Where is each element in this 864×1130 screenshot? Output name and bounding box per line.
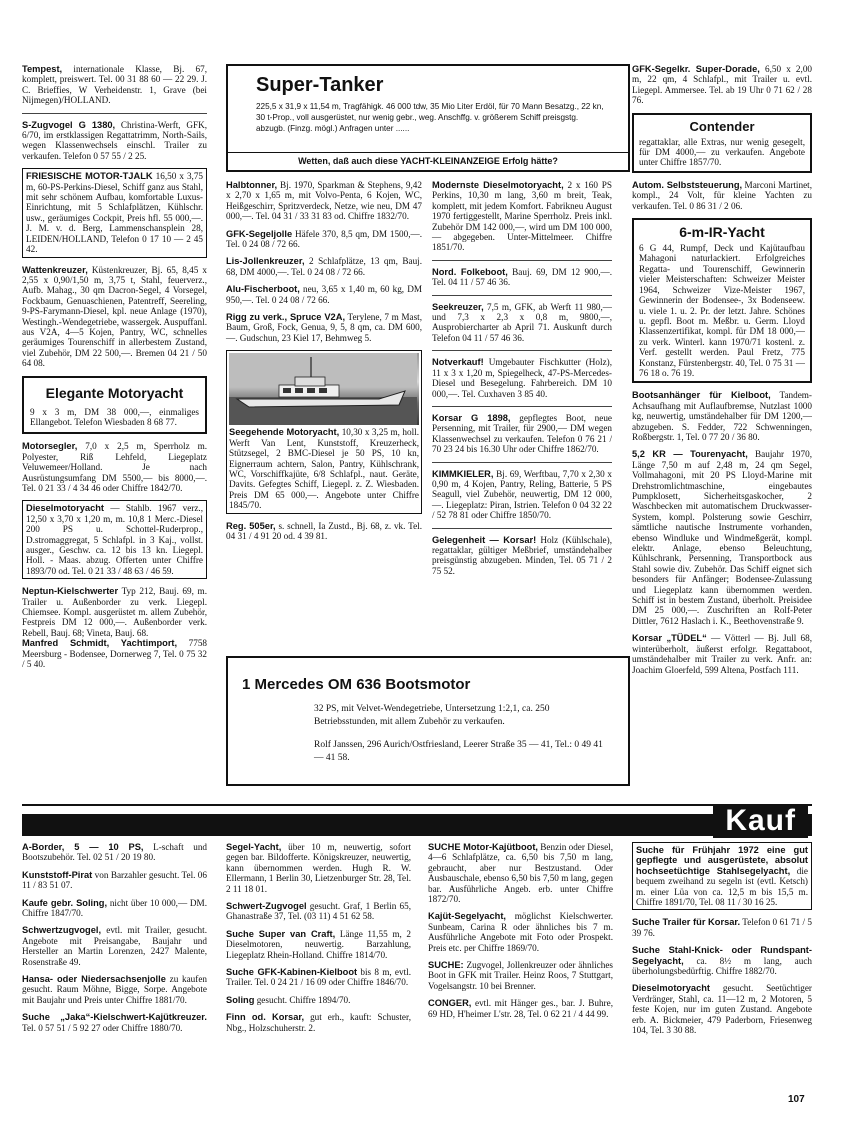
ad-rigg: Rigg zu verk., Spruce V2A, Terylene, 7 m Mast, Baum, Groß, Fock, Genua, 9, 5, 8 qm, ca. DM 600,—. Gudschun, 23 Kiel 17, Behmweg 5. — [226, 312, 422, 343]
column-4 — [632, 64, 812, 682]
ad-korsar-tuedel: Korsar „TÜDEL“ — Vötterl — Bj. Jull 68, winterüberholt, äußerst erfolgr. Regattaboot, umständehalber mit Trailer zu verk. Anfr. an: Joachim Gloerfeld, 599 Altena, Postfach 111. — [632, 633, 813, 675]
ad-schwertzugvogel: Schwertzugvogel, evtl. mit Trailer, gesucht. Angebote mit Preisangabe, Baujahr und Hersteller an Martin Lorenzen, 2427 Malente, Rosenstraße 49. — [22, 925, 208, 967]
column-1 — [22, 64, 207, 677]
ad-contender — [632, 113, 812, 173]
ad-kaufe-soling: Kaufe gebr. Soling, nicht über 10 000,— DM. Chiffre 1847/70. — [22, 897, 207, 919]
ad-title: Elegante Motoryacht — [45, 384, 184, 401]
ad-segel-yacht: Segel-Yacht, über 10 m, neuwertig, sofort gegen bar. Bildofferte. Königskreuzer, neuwertig, kann übernommen werden. Hugh R. W. Ellermann, 1 Berlin 30, Lietzenburger Str. 28, Tel. 2 11 18 01. — [226, 842, 411, 894]
kauf-bar — [22, 814, 812, 836]
kauf-banner — [22, 804, 812, 838]
ad-nord-folkeboot: Nord. Folkeboot, Bauj. 69, DM 12 900,—. Tel. 04 11 / 57 46 36. — [432, 266, 613, 288]
ad-gelegenheit-korsar: Gelegenheit — Korsar! Holz (Kühlschale), regattaklar, gültiger Meßbrief, umständehalber preisgünstig abzugeben. Minden, Tel. 05 71 / 2 75 52. — [432, 534, 612, 576]
ad-dieselmotoryacht-stahlb: Dieselmotoryacht — Stahlb. 1967 verz., 12,50 x 3,70 x 1,20 m, m. 10,8 1 Merc.-Diesel 200 PS u. Schottel-Ruderprop., D.stromaggregat, 5 Schlafpl. in 3 Kaj., vollst. ausger., Geschw. ca. 12 bis 13 kn. Liegepl. Holl. - Maas. abzug. Offerten unter Chiffre 1893/70 od. Tel. 0 21 33 / 48 63 / 46 59. — [22, 500, 207, 579]
ad-title: 6-m-IR-Yacht — [679, 224, 765, 241]
ad-schwert-zugvogel: Schwert-Zugvogel gesucht. Graf, 1 Berlin 65, Ghanastraße 37, Tel. (03 11) 4 51 62 58. — [226, 901, 411, 922]
ad-friesische-motor-tjalk: FRIESISCHE MOTOR-TJALK 16,50 x 3,75 m, 60-PS-Perkins-Diesel, Schiff ganz aus Stahl, mit sehr schönem Aufbau, komfortable Luxus-Einrichtung, mit 5 Schlafplätzen, Kühlschr. usw., geräumiges Cockpit, Preis hfl. 55 000,—. J. M. v. d. Berg, Lammenschansplein 28, LEIDEN/HOLLAND, Telefon 0 17 10 — 2 45 42. — [22, 168, 207, 257]
divider — [432, 295, 612, 296]
kauf-label: Kauf — [713, 804, 808, 838]
ad-kimmkieler: KIMMKIELER, Bj. 69, Werftbau, 7,70 x 2,30 x 0,90 m, 4 Kojen, Pantry, Reling, Batterie, 5 PS Seagull, viel Zubehör, neuwertig, DM 12 000,—. Liegeplatz: Piran, Istrien. Telefon 0 04 32 22 / 52 78 81 oder Chiffre 1850/70. — [432, 468, 613, 521]
ad-alu-fischerboot: Alu-Fischerboot, neu, 3,65 x 1,40 m, 60 kg, DM 950,—. Tel. 0 24 08 / 72 66. — [226, 284, 423, 305]
ad-korsar-g1898: Korsar G 1898, gepflegtes Boot, neue Persenning, mit Trailer, für 2900,— DM wegen Klassenwechsel zu verkaufen. Telefon 0 76 21 / 70 23 24 bis 16.30 Uhr oder Chiffre 1862/70. — [432, 412, 613, 455]
ad-bootsanhaenger: Bootsanhänger für Kielboot, Tandem-Achsaufhang mit Auflaufbremse, Nutzlast 1000 kg, neuwertig, umständehalber für DM 1200,— abzugeben. S. Fedder, 722 Schwenningen, Roßbergstr. 1, Tel. 0 77 20 / 36 80. — [632, 390, 812, 442]
ad-text: Seegehende Motoryacht, 10,30 x 3,25 m, holl. Werft Van Lent, Kunststoff, Kreuzerheck, Stützsegel, 2 BMC-Diesel je 50 PS, 10 kn, Eignerraum achtern, Salon, Pantry, Kühlschrank, WC, Vorschiffkajüte, 6/8 Schlafpl., naut. Geräte, Davits. Gefegtes Schiff, Liegepl. z. Z. Wiesbaden. Preis DM 65 000,—. Angebote unter Chiffre 1845/70. — [229, 427, 419, 511]
ad-soling: Soling gesucht. Chiffre 1894/70. — [226, 994, 351, 1005]
ad-s-zugvogel: S-Zugvogel G 1380, Christina-Werft, GFK, 6/70, im erstklassigen Regattatrimm, North-Sails, wegen Klassenwechsels einschl. Trailer zu verkaufen. Telefon 0 57 55 / 2 25. — [22, 119, 208, 161]
divider — [432, 462, 612, 463]
ad-lis-jollenkreuzer: Lis-Jollenkreuzer, 2 Schlafplätze, 13 qm, Bauj. 68, DM 4000,—. Tel. 0 24 08 / 72 66. — [226, 256, 423, 277]
ad-6m-ir-yacht — [632, 218, 812, 383]
divider — [22, 113, 207, 114]
divider — [432, 350, 612, 351]
ad-text: 9 x 3 m, DM 38 000,—, einmaliges Ellangebot. Telefon Wiesbaden 8 68 77. — [30, 406, 199, 427]
ad-title: 1 Mercedes OM 636 Bootsmotor — [242, 676, 471, 693]
ad-notverkauf: Notverkauf! Umgebauter Fischkutter (Holz), 11 x 3 x 1,20 m, Spiegelheck, 47-PS-Mercedes-Diesel und Besegelung. Fahrbereich. DM 10 000,—. Tel. Cuxhaven 3 85 40. — [432, 357, 613, 399]
ad-hansa-jolle: Hansa- oder Niedersachsenjolle zu kaufen gesucht. Raum Möhne, Bigge, Sorpe. Angebote mit Baujahr und Preis unter Chiffre 1881/70. — [22, 974, 208, 1005]
page-number: 107 — [788, 1094, 805, 1105]
ad-text: 32 PS, mit Velvet-Wendegetriebe, Untersetzung 1:2,1, ca. 250 Betriebsstunden, mit allem Zubehör zu verkaufen. — [314, 704, 550, 727]
ad-stahlsegelyacht: Suche für Frühjahr 1972 eine gut gepflegte und ausgerüstete, absolut hochseetüchtige Stahlsegelyacht, die bequem zweihand zu segeln ist (evtl. Ketsch) m. einer Lüa von ca. 12,5 m bis 15,5 m. Chiffre 1891/70, Tel. 08 11 / 30 16 25. — [632, 842, 812, 910]
divider — [432, 406, 612, 407]
ad-title: Super-Tanker — [256, 74, 384, 96]
ad-dieselmotoryacht-gesucht: Dieselmotoryacht gesucht. Seetüchtiger Verdränger, Stahl, ca. 11—12 m, 2 Motoren, 5 feste Kojen, nur im guten Zustand. Angebote erb. A. Bickmeier, 479 Paderborn, Friesenweg 104, Tel. 3 30 88. — [632, 983, 812, 1036]
ad-jaka: Suche „Jaka“-Kielschwert-Kajütkreuzer. Tel. 0 57 51 / 5 92 27 oder Chiffre 1880/70. — [22, 1012, 207, 1033]
column-3 — [432, 180, 612, 583]
ad-kunststoff-pirat: Kunststoff-Pirat von Barzahler gesucht. Tel. 06 11 / 83 51 07. — [22, 869, 207, 891]
kauf-column-4 — [632, 842, 812, 1043]
ad-trailer-korsar: Suche Trailer für Korsar. Telefon 0 61 71 / 5 39 76. — [632, 917, 812, 938]
ad-motorsegler: Motorsegler, 7,0 x 2,5 m, Sperrholz m. Polyester, Riß Lehfeld, Liegeplatz Veluwemeer/Holland. Je nach Ausrüstungsumfang DM 5500,— bis 8000,—. Tel. 0 21 33 / 4 34 46 oder Chiffre 1842/70. — [22, 441, 208, 493]
divider — [432, 260, 612, 261]
ad-gfk-kabinen-kielboot: Suche GFK-Kabinen-Kielboot bis 8 m, evtl. Trailer. Tel. 0 24 21 / 16 09 oder Chiffre 1846/70. — [226, 967, 411, 988]
boat-photo — [229, 353, 419, 425]
ad-suche-zugvogel: SUCHE: Zugvogel, Jollenkreuzer oder ähnliches Boot in GFK mit Trailer. Heinz Roos, 7 Stuttgart, Vogelsangstr. 10 bei Brenner. — [428, 960, 614, 991]
ad-modernste-dieselmotoryacht: Modernste Dieselmotoryacht, 2 x 160 PS Perkins, 10,30 m lang, 3,60 m breit, Teak, komplett, mit jedem Komfort. Fabrikneu August 1970 fertiggestellt, Marine Sperrholz. Preis inkl. Zubehör DM 142 000,—, wird um DM 100 000,— abgegeben. Unter-Mittelmeer. Chiffre 1851/70. — [432, 180, 612, 253]
ad-finn-korsar: Finn od. Korsar, gut erh., kauft: Schuster, Nbg., Holzschuherstr. 2. — [226, 1012, 411, 1033]
kauf-column-3 — [428, 842, 613, 1026]
motor-yacht-icon — [229, 353, 417, 425]
ad-super-tanker — [226, 64, 630, 172]
ad-super-dorade: GFK-Segelkr. Super-Dorade, 6,50 x 2,00 m, 22 qm, 4 Schlafpl., mit Trailer u. evtl. Liegepl. Ammersee. Tel. ab 19 Uhr 0 71 62 / 28 76. — [632, 64, 813, 106]
ad-a-border: A-Border, 5 — 10 PS, L-schaft und Bootszubehör. Tel. 02 51 / 20 19 80. — [22, 842, 208, 863]
ad-seegehende-motoryacht — [226, 350, 422, 513]
divider — [432, 528, 612, 529]
ad-wattenkreuzer: Wattenkreuzer, Küstenkreuzer, Bj. 65, 8,45 x 2,55 x 0,90/1,50 m, 3,75 t, Stahl, feuerverz., Aufb. Mahag., 30 qm Dacron-Segel, 4 Vorsegel, Fockbaum, Genuaschienen, Patentreff, Seereling, 9-PS-Farymann-Diesel, kpl. neue Anlage (1970), Westingh.-Wendegetriebe, wassergek. Auspuffanl. aus V2A, 4—5 Kojen, Pantry, WC, schnelles geräumiges Tourenschiff in allerbestem Zustand, viel Zubehör, DM 22 500,—. Bremen 04 21 / 50 64 08. — [22, 264, 208, 369]
ad-elegante-motoryacht — [22, 376, 207, 435]
ad-footer: Wetten, daß auch diese YACHT-KLEINANZEIGE Erfolg hätte? — [228, 152, 628, 170]
ad-motor-kajuetboot: SUCHE Motor-Kajütboot, Benzin oder Diesel, 4—6 Schlafplätze, ca. 6,50 bis 7,50 m lang, gebraucht, aber nur Bestzustand. Oder Ausbauschale, ebenso 6,50 bis 7,50 m lang, gegen bar. Ausführliche Angeb. erb. unter Chiffre 1872/70. — [428, 842, 614, 905]
ad-conger: CONGER, evtl. mit Hänger ges., bar. J. Buhre, 69 HD, H'heimer L'str. 28, Tel. 0 62 21 / 4 44 99. — [428, 998, 613, 1019]
ad-seekreuzer: Seekreuzer, 7,5 m, GFK, ab Werft 11 980,— und 7,3 x 2,3 x 0,8 m, 9800,—, Ausprobiercharter ab April 71. Auskunft durch Telefon 04 11 / 57 46 36. — [432, 301, 612, 343]
ad-title: Contender — [689, 118, 755, 134]
kauf-column-1 — [22, 842, 207, 1040]
column-2 — [226, 180, 422, 548]
ad-autom-selbststeuerung: Autom. Selbststeuerung, Marconi Martinet, kompl., 24 Volt, für kleine Yachten zu verkaufen. Tel. 0 86 31 / 2 06. — [632, 179, 813, 211]
ad-text: 225,5 x 31,9 x 11,54 m, Tragfähigk. 46 000 tdw, 35 Mio Liter Erdöl, für 70 Mann Besatzg., 22 kn, 30 t-Prop., voll ausgerüstet, nur wenig gebr., weg. Anschffg. v. größerem Schiff preisgstg. abzugb. (Finzg. mögl.) Anfragen unter ...... — [256, 102, 604, 133]
ad-super-van-craft: Suche Super van Craft, Länge 11,55 m, 2 Dieselmotoren, neuwertig. Barzahlung, Liegeplatz Rhein-Holland. Chiffre 1814/70. — [226, 928, 411, 960]
ad-tempest: Tempest, internationale Klasse, Bj. 67, komplett, preiswert. Tel. 00 31 88 60 — 22 29. J. C. Brieffies, W Verheidenstr. 1, Grave (bei Nijmegen)/HOLLAND. — [22, 64, 207, 106]
ad-tourenyacht: 5,2 KR — Tourenyacht, Baujahr 1970, Länge 7,50 m auf 2,48 m, 24 qm Segel, Vollmahagoni, mit 20 PS Lloyd-Marine mit Drehstromlichtmaschine, eingebautes Pumpklosett, Sicherheitsgaskocher, 2 Waschbecken mit automatischem Druckwasser-System, kompl. Polsterung sowie Geschirr, sämtliche nautische Instrumente vorhanden, ebenso Windluke und Windmeßgerät, kompl. elektr. Anlage, ebenso Beleuchtung, Kühlschrank, Persenning, Transportbock aus Stahl sowie div. Zubehör. Das Schiff eignet sich besonders für Anfänger; Bodensee-Zulassung und Liegeplatz kann übernommen werden. Schiff ist in bestem Zustand, überholt. Preisidee DM 25 000,—. Zuschriften an Rolf-Peter Dittler, 7612 Haslach i. K., Beethovenstraße 9. — [632, 449, 812, 626]
ad-stahl-knick: Suche Stahl-Knick- oder Rundspant-Segelyacht, ca. 8½ m lang, auch überholungsbedürftig. Chiffre 1882/70. — [632, 945, 813, 977]
ad-contact: Rolf Janssen, 296 Aurich/Ostfriesland, Leerer Straße 35 — 41, Tel.: 0 49 41 — 41 58. — [314, 740, 603, 763]
ad-neptun-kielschwerter: Neptun-Kielschwerter Typ 212, Bauj. 69, m. Trailer u. Außenborder zu verk. Liegepl. Chiemsee. Kompl. ausgerüstet m. allem Zubehör, Festpreis DM 12 000,—. Außenborder verk. Rebell, Bauj. 68; Vineta, Bauj. 68. — [22, 586, 207, 638]
ad-text: 6 G 44, Rumpf, Deck und Kajütaufbau Mahagoni naturlackiert. Erfolgreiches Regatta- und Tourenschiff, Gewinnerin vieler Meisterschaften: Schweizer Meister 1964, Schweizer Vize-Meister 1967, Gewinnerin der Bodensee-, 3x Bodenseew. u. viele 1. u. 2. Pr. der letzt. Jahre. Schönes u. gepfl. Boot m. Meßbr. u. Germ. Lloyd Klassenzertifikat, kompl. für DM 18 000,— zu verk. Winterl. kann 1970/71 kostenl. z. Verf. gestellt werden. Paul Fretz, 775 Konstanz, Fürstenbergstr. 40, Tel. 0 75 31 — 76 18 o. 76 19. — [639, 243, 805, 378]
ad-gfk-segeljolle: GFK-Segeljolle Häfele 370, 8,5 qm, DM 1500,—. Tel. 0 24 08 / 72 66. — [226, 228, 423, 250]
ad-mercedes-bootsmotor — [226, 656, 630, 786]
ad-halbtonner: Halbtonner, Bj. 1970, Sparkman & Stephens, 9,42 x 2,70 x 1,65 m, mit Volvo-Penta, 6 Kojen, WC, Heißgeschirr, Spritzverdeck, Netze, wie neu, DM 47 000,—. Tel. 04 31 / 33 31 83 od. Chiffre 1832/70. — [226, 180, 422, 222]
ad-text: regattaklar, alle Extras, nur wenig gesegelt, für DM 4000,— zu verkaufen. Angebote unter Chiffre 1857/70. — [639, 136, 805, 168]
ad-reg-505er: Reg. 505er, s. schnell, Ia Zustd., Bj. 68, z. vk. Tel. 04 31 / 4 91 20 od. 4 39 81. — [226, 520, 422, 541]
ad-manfred-schmidt: Manfred Schmidt, Yachtimport, 7758 Meersburg - Bodensee, Dornerweg 7, Tel. 0 75 32 / 5 40. — [22, 638, 207, 670]
ad-kajuet-segelyacht: Kajüt-Segelyacht, möglichst Kielschwerter. Sunbeam, Carina R oder ähnliches bis 7 m. Ausführliche Angebote mit Foto oder Prospekt. Preis etc. per Chiffre 1869/70. — [428, 911, 614, 953]
kauf-column-2 — [226, 842, 411, 1040]
